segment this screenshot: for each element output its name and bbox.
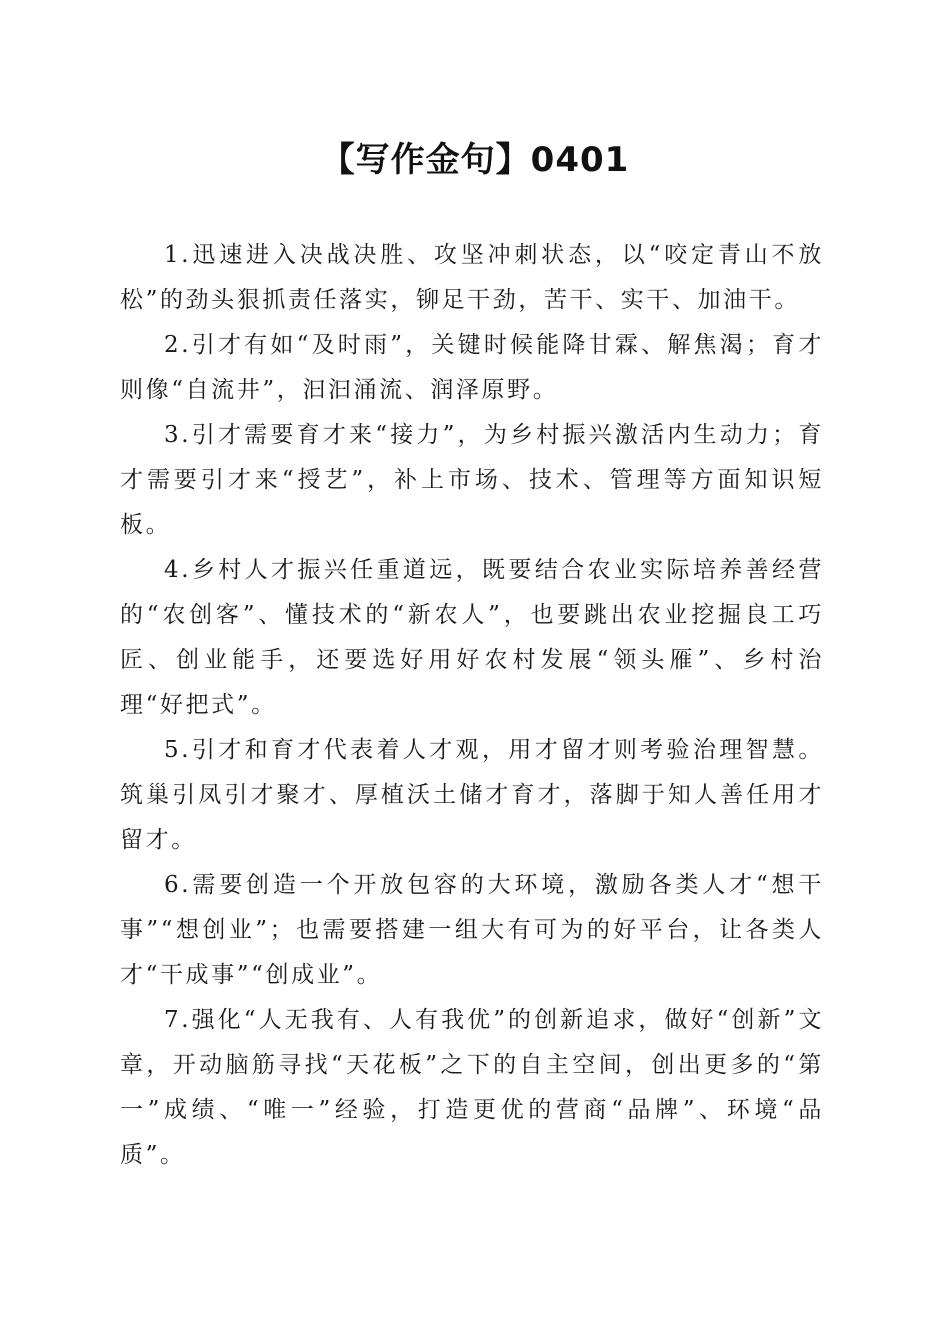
paragraph-4: 4.乡村人才振兴任重道远，既要结合农业实际培养善经营的“农创客”、懂技术的“新农人”，也要跳出农业挖掘良工巧匠、创业能手，还要选好用好农村发展“领头雁”、乡村治理“好把式”。 <box>120 557 824 718</box>
paragraph-6: 6.需要创造一个开放包容的大环境，激励各类人才“想干事”“想创业”；也需要搭建一组大有可为的好平台，让各类人才“干成事”“创成业”。 <box>120 872 824 988</box>
paragraph-2: 2.引才有如“及时雨”，关键时候能降甘霖、解焦渴；育才则像“自流井”，汩汩涌流、润泽原野。 <box>120 332 824 403</box>
paragraph-5: 5.引才和育才代表着人才观，用才留才则考验治理智慧。筑巢引凤引才聚才、厚植沃土储才育才，落脚于知人善任用才留才。 <box>120 737 824 853</box>
paragraph-7: 7.强化“人无我有、人有我优”的创新追求，做好“创新”文章，开动脑筋寻找“天花板”之下的自主空间，创出更多的“第一”成绩、“唯一”经验，打造更优的营商“品牌”、环境“品质”。 <box>120 1007 824 1168</box>
paragraph-3: 3.引才需要育才来“接力”，为乡村振兴激活内生动力；育才需要引才来“授艺”，补上市场、技术、管理等方面知识短板。 <box>120 422 824 538</box>
document-title: 【写作金句】0401 <box>320 140 630 180</box>
paragraph-1: 1.迅速进入决战决胜、攻坚冲刺状态，以“咬定青山不放松”的劲头狠抓责任落实，铆足干劲，苦干、实干、加油干。 <box>120 242 824 313</box>
document-body <box>120 233 824 1178</box>
